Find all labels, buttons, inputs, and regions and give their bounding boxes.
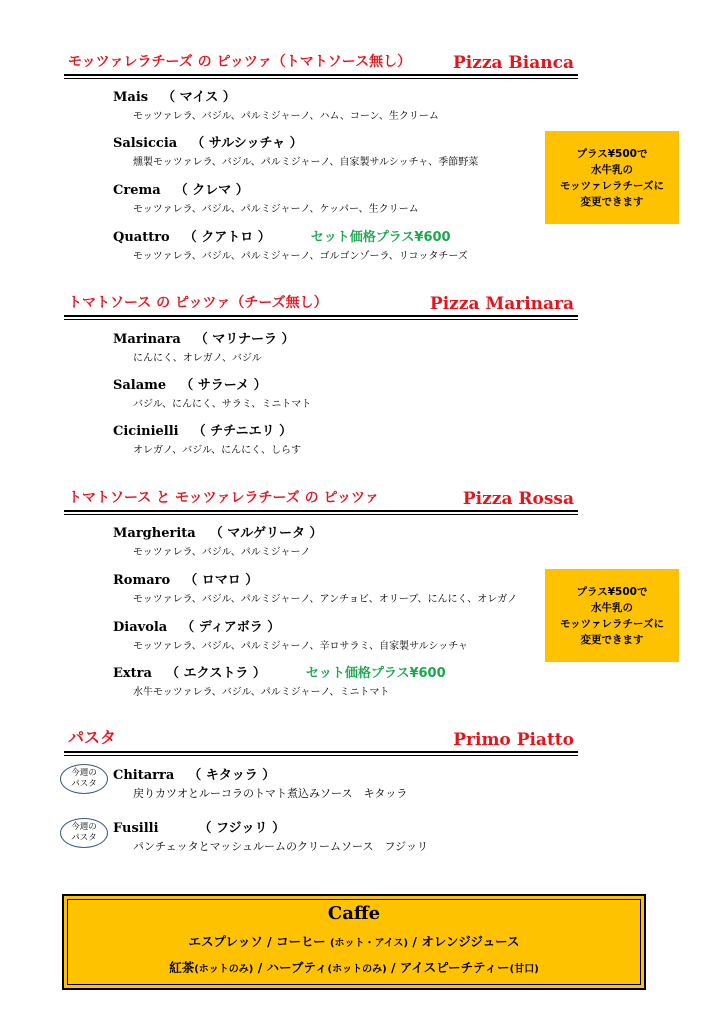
item-kana: （ キタッラ ） — [188, 768, 276, 783]
section-title-jp: トマトソース の ピッツァ（チーズ無し） — [68, 295, 328, 311]
divider — [64, 78, 578, 79]
section-title-en: Pizza Bianca — [452, 53, 574, 73]
weekly-pasta-badge — [60, 764, 108, 794]
item-kana: （ マリナーラ ） — [194, 332, 295, 347]
menu-item — [113, 328, 295, 364]
divider — [64, 514, 578, 515]
section-title-en: Primo Piatto — [453, 730, 574, 750]
item-description: モッツァレラ、バジル、パルミジャーノ — [133, 547, 311, 558]
item-description: 燻製モッツァレラ、バジル、パルミジャーノ、自家製サルシッチャ、季節野菜 — [133, 157, 479, 168]
badge-line: 今週の — [71, 768, 97, 778]
caffe-drinks-line-1 — [68, 932, 640, 950]
menu-item — [113, 132, 478, 168]
item-name: Diavola — [113, 620, 168, 635]
note-line: 変更できます — [580, 195, 644, 208]
menu-item — [113, 522, 323, 558]
item-description: にんにく、オレガノ、バジル — [133, 353, 262, 364]
section-header-marinara — [64, 290, 578, 314]
item-description: モッツァレラ、バジル、パルミジャーノ、ハム、コーン、生クリーム — [133, 111, 439, 122]
badge-line: パスタ — [71, 779, 97, 789]
item-kana: （ サルシッチャ ） — [191, 136, 303, 151]
item-name: Crema — [113, 183, 161, 198]
section-title-jp: トマトソース と モッツァレラチーズ の ピッツァ — [68, 490, 379, 506]
item-description: モッツァレラ、バジル、パルミジャーノ、ケッパー、生クリーム — [133, 204, 419, 215]
item-kana: （ エクストラ ） — [165, 666, 266, 681]
divider — [64, 319, 578, 320]
badge-line: 今週の — [71, 822, 97, 832]
note-line: プラス¥500で — [576, 585, 648, 598]
item-name: Quattro — [113, 230, 170, 245]
item-name: Romaro — [113, 573, 171, 588]
drink-text: / ハーブティ — [253, 960, 328, 975]
section-title-en: Pizza Marinara — [429, 294, 574, 314]
item-name: Fusilli — [113, 821, 159, 836]
drink-note: (ホットのみ) — [194, 964, 254, 975]
caffe-title: Caffe — [327, 903, 381, 924]
menu-item — [113, 764, 407, 801]
menu-item — [113, 616, 468, 652]
set-price: セット価格プラス¥600 — [310, 230, 451, 245]
item-name: Salsiccia — [113, 136, 178, 151]
caffe-inner-border — [67, 899, 641, 985]
note-line: 変更できます — [580, 633, 644, 646]
item-kana: （ クレマ ） — [174, 183, 249, 198]
item-description: オレガノ、バジル、にんにく、しらす — [133, 445, 301, 456]
item-kana: （ マイス ） — [162, 90, 236, 105]
item-description: モッツァレラ、バジル、パルミジャーノ、アンチョビ、オリーブ、にんにく、オレガノ — [133, 594, 518, 605]
item-kana: （ フジッリ ） — [198, 821, 286, 836]
item-description: パンチェッタとマッシュルームのクリームソース フジッリ — [133, 840, 429, 853]
note-line: モッツァレラチーズに — [559, 617, 665, 630]
section-header-rossa — [64, 485, 578, 509]
divider — [64, 315, 578, 317]
item-kana: （ ディアボラ ） — [181, 620, 281, 635]
menu-item — [113, 86, 439, 122]
item-description: 水牛モッツァレラ、バジル、パルミジャーノ、ミニトマト — [133, 687, 390, 698]
item-name: Chitarra — [113, 768, 175, 783]
section-header-bianca — [64, 49, 578, 73]
drink-note: (甘口) — [509, 964, 539, 975]
menu-item — [113, 817, 428, 854]
menu-item — [113, 226, 468, 262]
drink-note: (ホット・アイス) — [329, 938, 409, 949]
divider — [64, 510, 578, 512]
divider — [64, 755, 578, 756]
divider — [64, 74, 578, 76]
section-title-jp: パスタ — [68, 728, 117, 747]
note-line: モッツァレラチーズに — [559, 179, 665, 192]
caffe-box — [62, 894, 646, 990]
section-header-pasta — [64, 726, 578, 750]
menu-item — [113, 569, 517, 605]
item-description: モッツァレラ、バジル、パルミジャーノ、辛ロサラミ、自家製サルシッチャ — [133, 641, 468, 652]
cheese-upgrade-note — [545, 569, 679, 662]
set-price: セット価格プラス¥600 — [305, 666, 446, 681]
note-line: 水牛乳の — [591, 601, 633, 614]
section-title-jp: モッツァレラチーズ の ピッツァ（トマトソース無し） — [68, 54, 412, 70]
menu-item — [113, 374, 311, 410]
drink-text: / オレンジジュース — [408, 934, 520, 949]
badge-line: パスタ — [71, 833, 97, 843]
item-kana: （ マルゲリータ ） — [209, 526, 323, 541]
item-name: Cicinielli — [113, 424, 179, 439]
drink-note: (ホットのみ) — [327, 964, 387, 975]
item-kana: （ チチニエリ ） — [192, 424, 293, 439]
drink-text: / アイスピーチティー — [386, 960, 510, 975]
item-description: モッツァレラ、バジル、パルミジャーノ、ゴルゴンゾーラ、リコッタチーズ — [133, 251, 468, 262]
item-name: Salame — [113, 378, 167, 393]
drink-text: エスプレッソ / コーヒー — [188, 934, 330, 949]
item-name: Margherita — [113, 526, 196, 541]
item-name: Mais — [113, 90, 149, 105]
weekly-pasta-badge — [60, 818, 108, 848]
drink-text: 紅茶 — [169, 960, 195, 975]
menu-item — [113, 179, 419, 215]
item-kana: （ サラーメ ） — [180, 378, 267, 393]
item-description: 戻りカツオとルーコラのトマト煮込みソース キタッラ — [133, 787, 408, 800]
item-name: Marinara — [113, 332, 181, 347]
divider — [64, 751, 578, 753]
item-name: Extra — [113, 666, 152, 681]
item-description: バジル、にんにく、サラミ、ミニトマト — [133, 399, 312, 410]
item-kana: （ クアトロ ） — [183, 230, 271, 245]
caffe-drinks-line-2 — [68, 958, 640, 976]
item-kana: （ ロマロ ） — [184, 573, 259, 588]
cheese-upgrade-note — [545, 131, 679, 224]
note-line: 水牛乳の — [591, 163, 633, 176]
section-title-en: Pizza Rossa — [462, 489, 574, 509]
menu-item — [113, 420, 301, 456]
menu-item — [113, 662, 446, 698]
note-line: プラス¥500で — [576, 147, 648, 160]
